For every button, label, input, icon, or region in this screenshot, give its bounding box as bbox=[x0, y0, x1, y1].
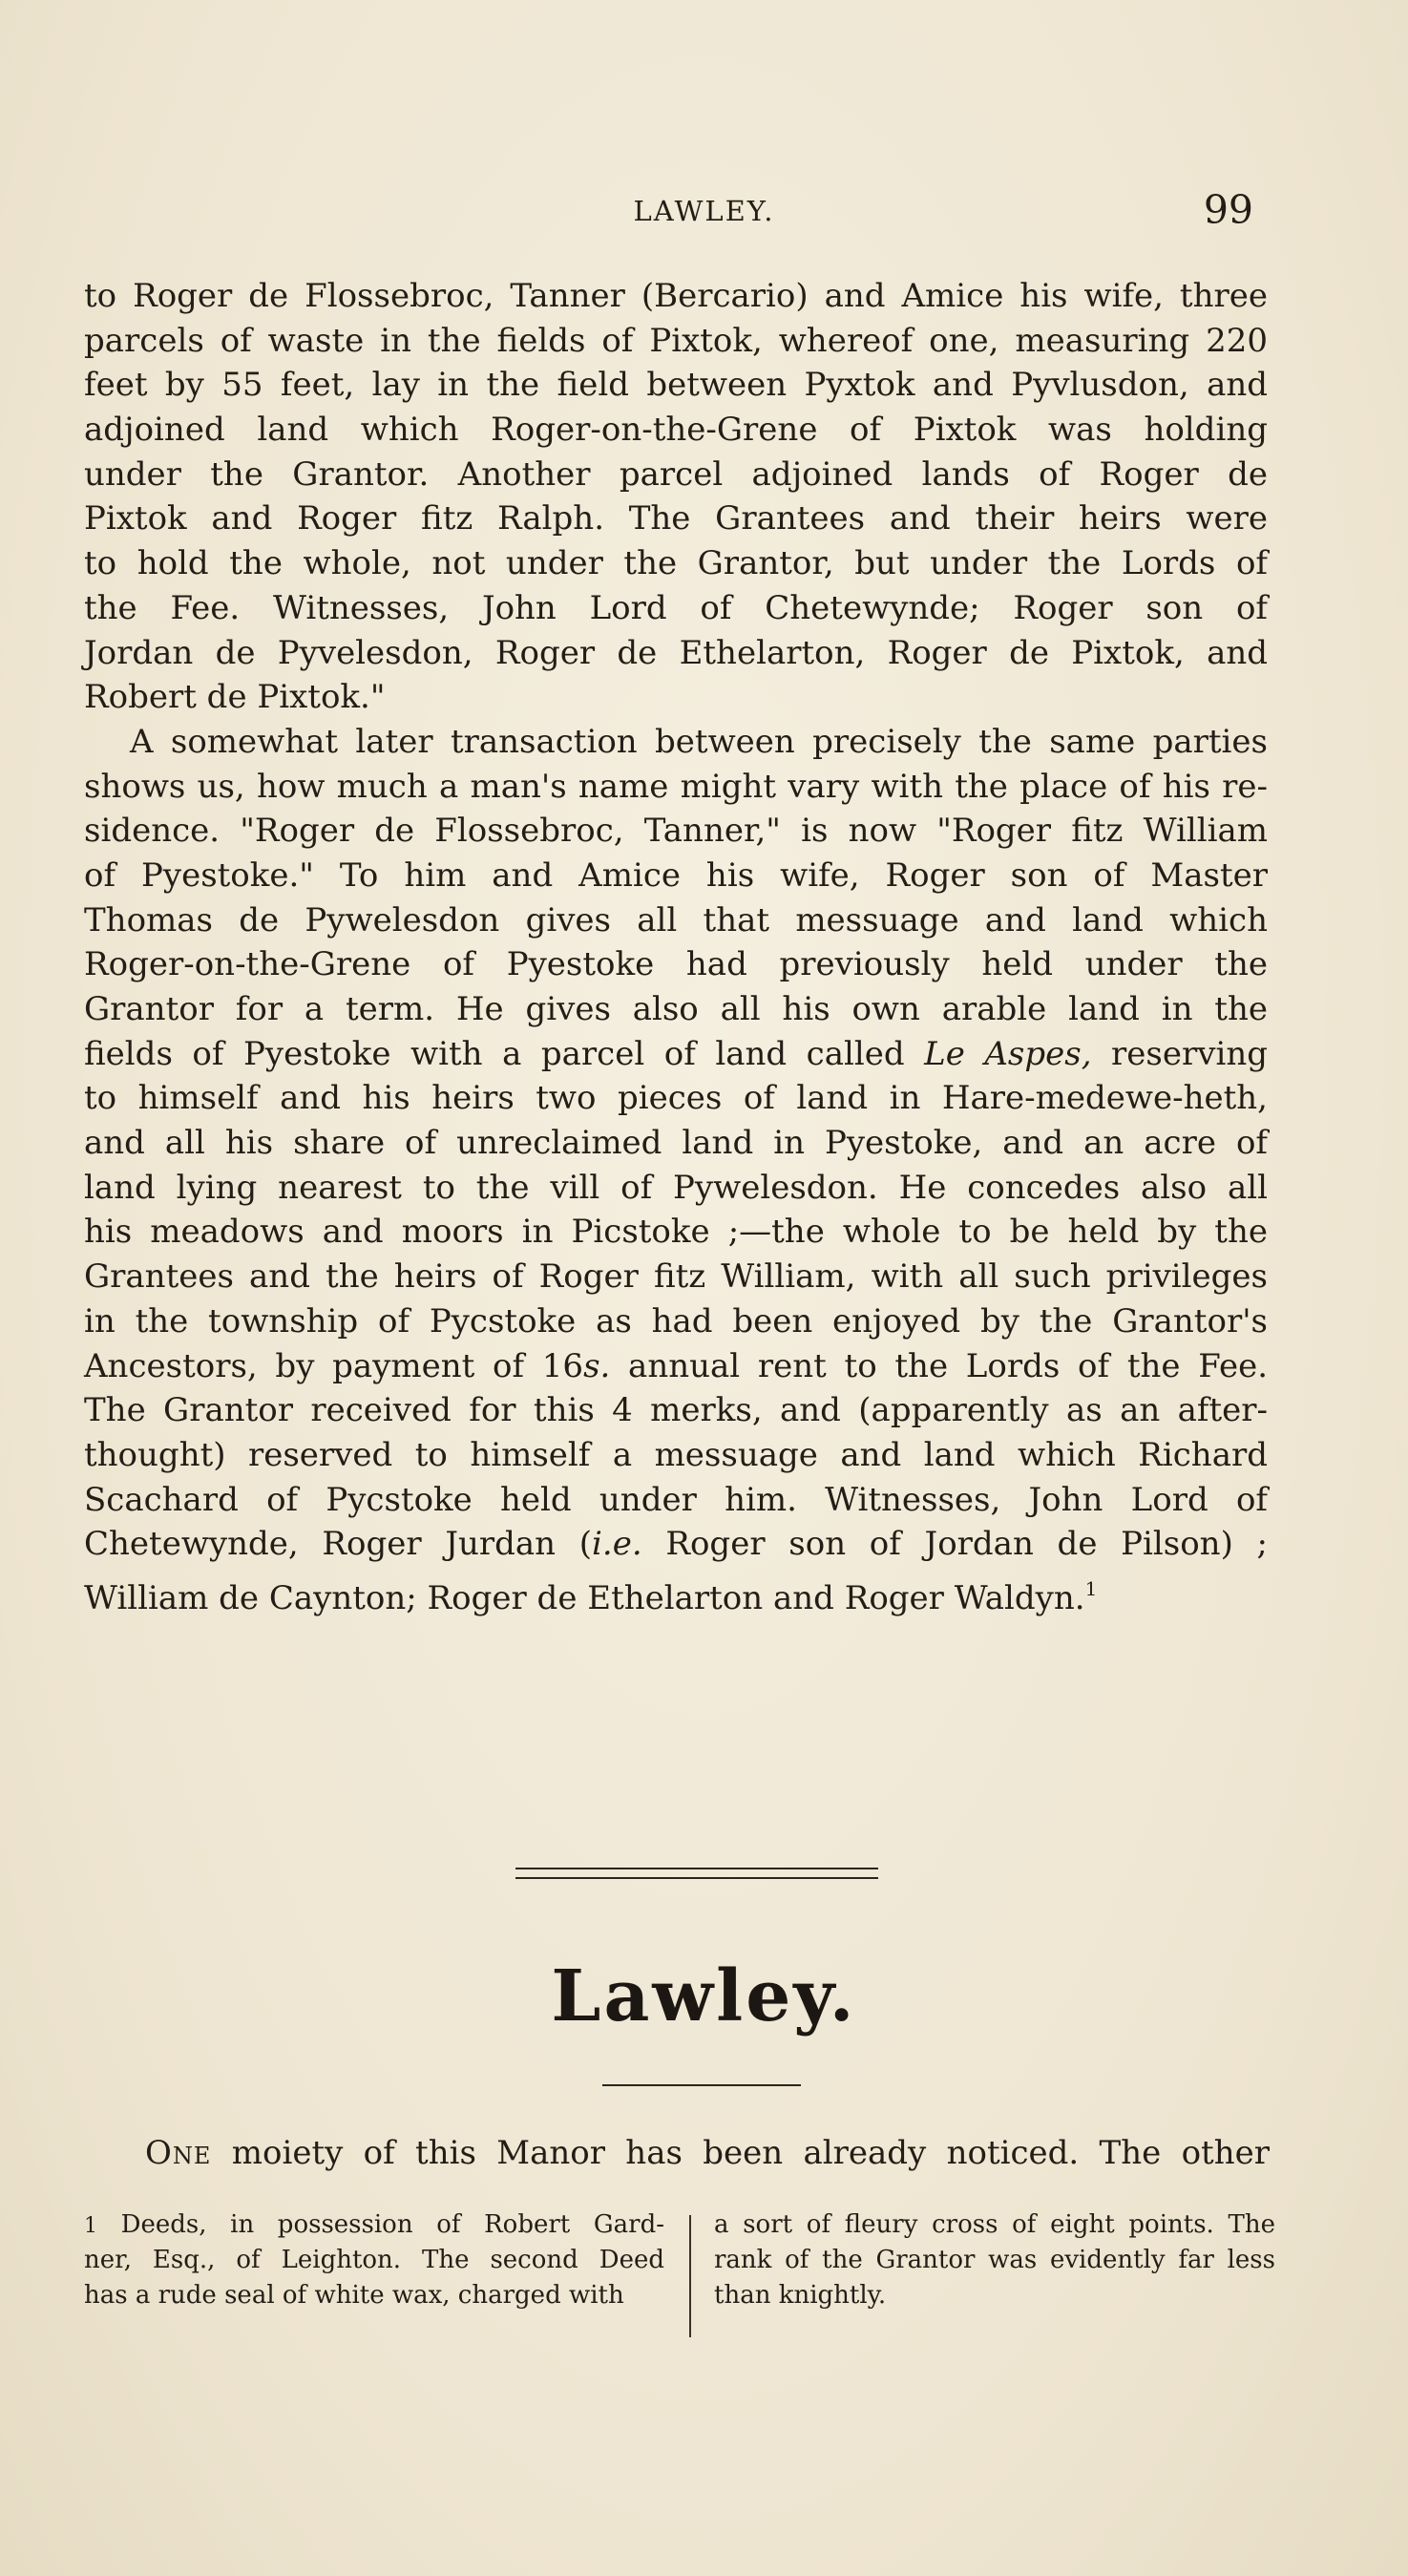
footnotes bbox=[84, 2207, 1275, 2351]
text-run: moiety of this Manor has been already noticed. The other bbox=[211, 2134, 1270, 2172]
text-line: adjoined land which Roger-on-the-Grene of Pixtok was holding bbox=[84, 411, 1268, 450]
text-run: Roger son of Jordan de Pilson) ; bbox=[641, 1525, 1269, 1564]
footnote-reference[interactable]: 1 bbox=[1084, 1576, 1098, 1600]
text-line: Grantor for a term. He gives also all his own arable land in the bbox=[84, 990, 1268, 1028]
text-line: parcels of waste in the fields of Pixtok, whereof one, measuring 220 bbox=[84, 321, 1268, 360]
footnote-line: than knightly. bbox=[714, 2281, 887, 2310]
text-run: fields of Pyestoke with a parcel of land called bbox=[84, 1034, 925, 1073]
footnote-column-divider bbox=[689, 2215, 691, 2337]
text-line: of Pyestoke." To him and Amice his wife, Roger son of Master bbox=[84, 855, 1268, 895]
text-line: to Roger de Flossebroc, Tanner (Bercario) and Amice his wife, three bbox=[84, 277, 1268, 315]
text-line: his meadows and moors in Picstoke ;—the whole to be held by the bbox=[84, 1213, 1268, 1252]
text-line: in the township of Pycstoke as had been enjoyed by the Grantor's bbox=[84, 1301, 1268, 1341]
section-first-line bbox=[145, 2131, 1270, 2175]
running-title: LAWLEY. bbox=[633, 195, 775, 227]
section-heading: Lawley. bbox=[551, 1955, 857, 2038]
text-line: Roger-on-the-Grene of Pyestoke had previously held under the bbox=[84, 945, 1268, 984]
italic-run: i.e. bbox=[592, 1525, 642, 1564]
italic-run: Le Aspes, bbox=[924, 1034, 1092, 1073]
footnote-line: a sort of fleury cross of eight points. The bbox=[714, 2210, 1275, 2239]
footnote-column-left bbox=[84, 2207, 664, 2313]
text-run: Chetewynde, Roger Jurdan ( bbox=[84, 1525, 593, 1564]
text-line: Grantees and the heirs of Roger fitz William, with all such privileges bbox=[84, 1257, 1268, 1297]
text-line: Scachard of Pycstoke held under him. Witnesses, John Lord of bbox=[84, 1480, 1268, 1519]
footnote-line: ner, Esq., of Leighton. The second Deed bbox=[84, 2246, 664, 2274]
double-rule-divider bbox=[515, 1868, 878, 1879]
footnote-line: has a rude seal of white wax, charged with bbox=[84, 2281, 624, 2310]
text-line: to himself and his heirs two pieces of land in Hare-medewe-heth, bbox=[84, 1079, 1268, 1118]
short-rule-divider bbox=[602, 2084, 801, 2086]
text-line bbox=[84, 1567, 1268, 1617]
footnote-line: rank of the Grantor was evidently far less bbox=[714, 2246, 1275, 2274]
text-line: Jordan de Pyvelesdon, Roger de Ethelarton, Roger de Pixtok, and bbox=[84, 633, 1268, 672]
text-line: thought) reserved to himself a messuage and land which Richard bbox=[84, 1435, 1268, 1474]
text-line: land lying nearest to the vill of Pywelesdon. He concedes also all bbox=[84, 1168, 1268, 1207]
footnote-column-right bbox=[714, 2207, 1275, 2313]
text-line: shows us, how much a man's name might vary with the place of his re- bbox=[84, 767, 1268, 806]
text-line: to hold the whole, not under the Grantor, but under the Lords of bbox=[84, 544, 1268, 583]
text-line bbox=[84, 1344, 1268, 1389]
text-line: The Grantor received for this 4 merks, and (apparently as an after- bbox=[84, 1391, 1268, 1430]
running-head bbox=[0, 187, 1408, 235]
text-run: annual rent to the Lords of the Fee. bbox=[610, 1346, 1268, 1385]
text-line: Thomas de Pywelesdon gives all that messuage and land which bbox=[84, 900, 1268, 940]
text-line: Pixtok and Roger fitz Ralph. The Grantees and their heirs were bbox=[84, 499, 1268, 538]
italic-run: s. bbox=[583, 1346, 611, 1385]
text-line: under the Grantor. Another parcel adjoined lands of Roger de bbox=[84, 454, 1268, 494]
text-run: Deeds, in possession of Robert Gard- bbox=[97, 2210, 664, 2239]
text-line: Robert de Pixtok." bbox=[84, 678, 386, 717]
text-line bbox=[84, 1522, 1268, 1567]
text-run: Ancestors, by payment of 16 bbox=[84, 1346, 584, 1385]
text-run: reserving bbox=[1091, 1034, 1268, 1073]
paragraph-start-line: A somewhat later transaction between precisely the same parties bbox=[130, 722, 1268, 761]
body-text bbox=[84, 274, 1269, 1617]
text-line: sidence. "Roger de Flossebroc, Tanner," is now "Roger fitz William bbox=[84, 812, 1268, 851]
text-line bbox=[84, 1032, 1268, 1077]
text-run: William de Caynton; Roger de Ethelarton and Roger Waldyn. bbox=[84, 1578, 1085, 1617]
text-line: feet by 55 feet, lay in the field between Pyxtok and Pyvlusdon, and bbox=[84, 366, 1268, 405]
footnote-line bbox=[84, 2207, 664, 2243]
page-number: 99 bbox=[1203, 187, 1253, 233]
text-line: the Fee. Witnesses, John Lord of Chetewynde; Roger son of bbox=[84, 588, 1268, 627]
footnote-marker: 1 bbox=[84, 2214, 97, 2238]
small-caps-opening-word: One bbox=[145, 2134, 212, 2172]
text-line: and all his share of unreclaimed land in Pyestoke, and an acre of bbox=[84, 1124, 1268, 1163]
